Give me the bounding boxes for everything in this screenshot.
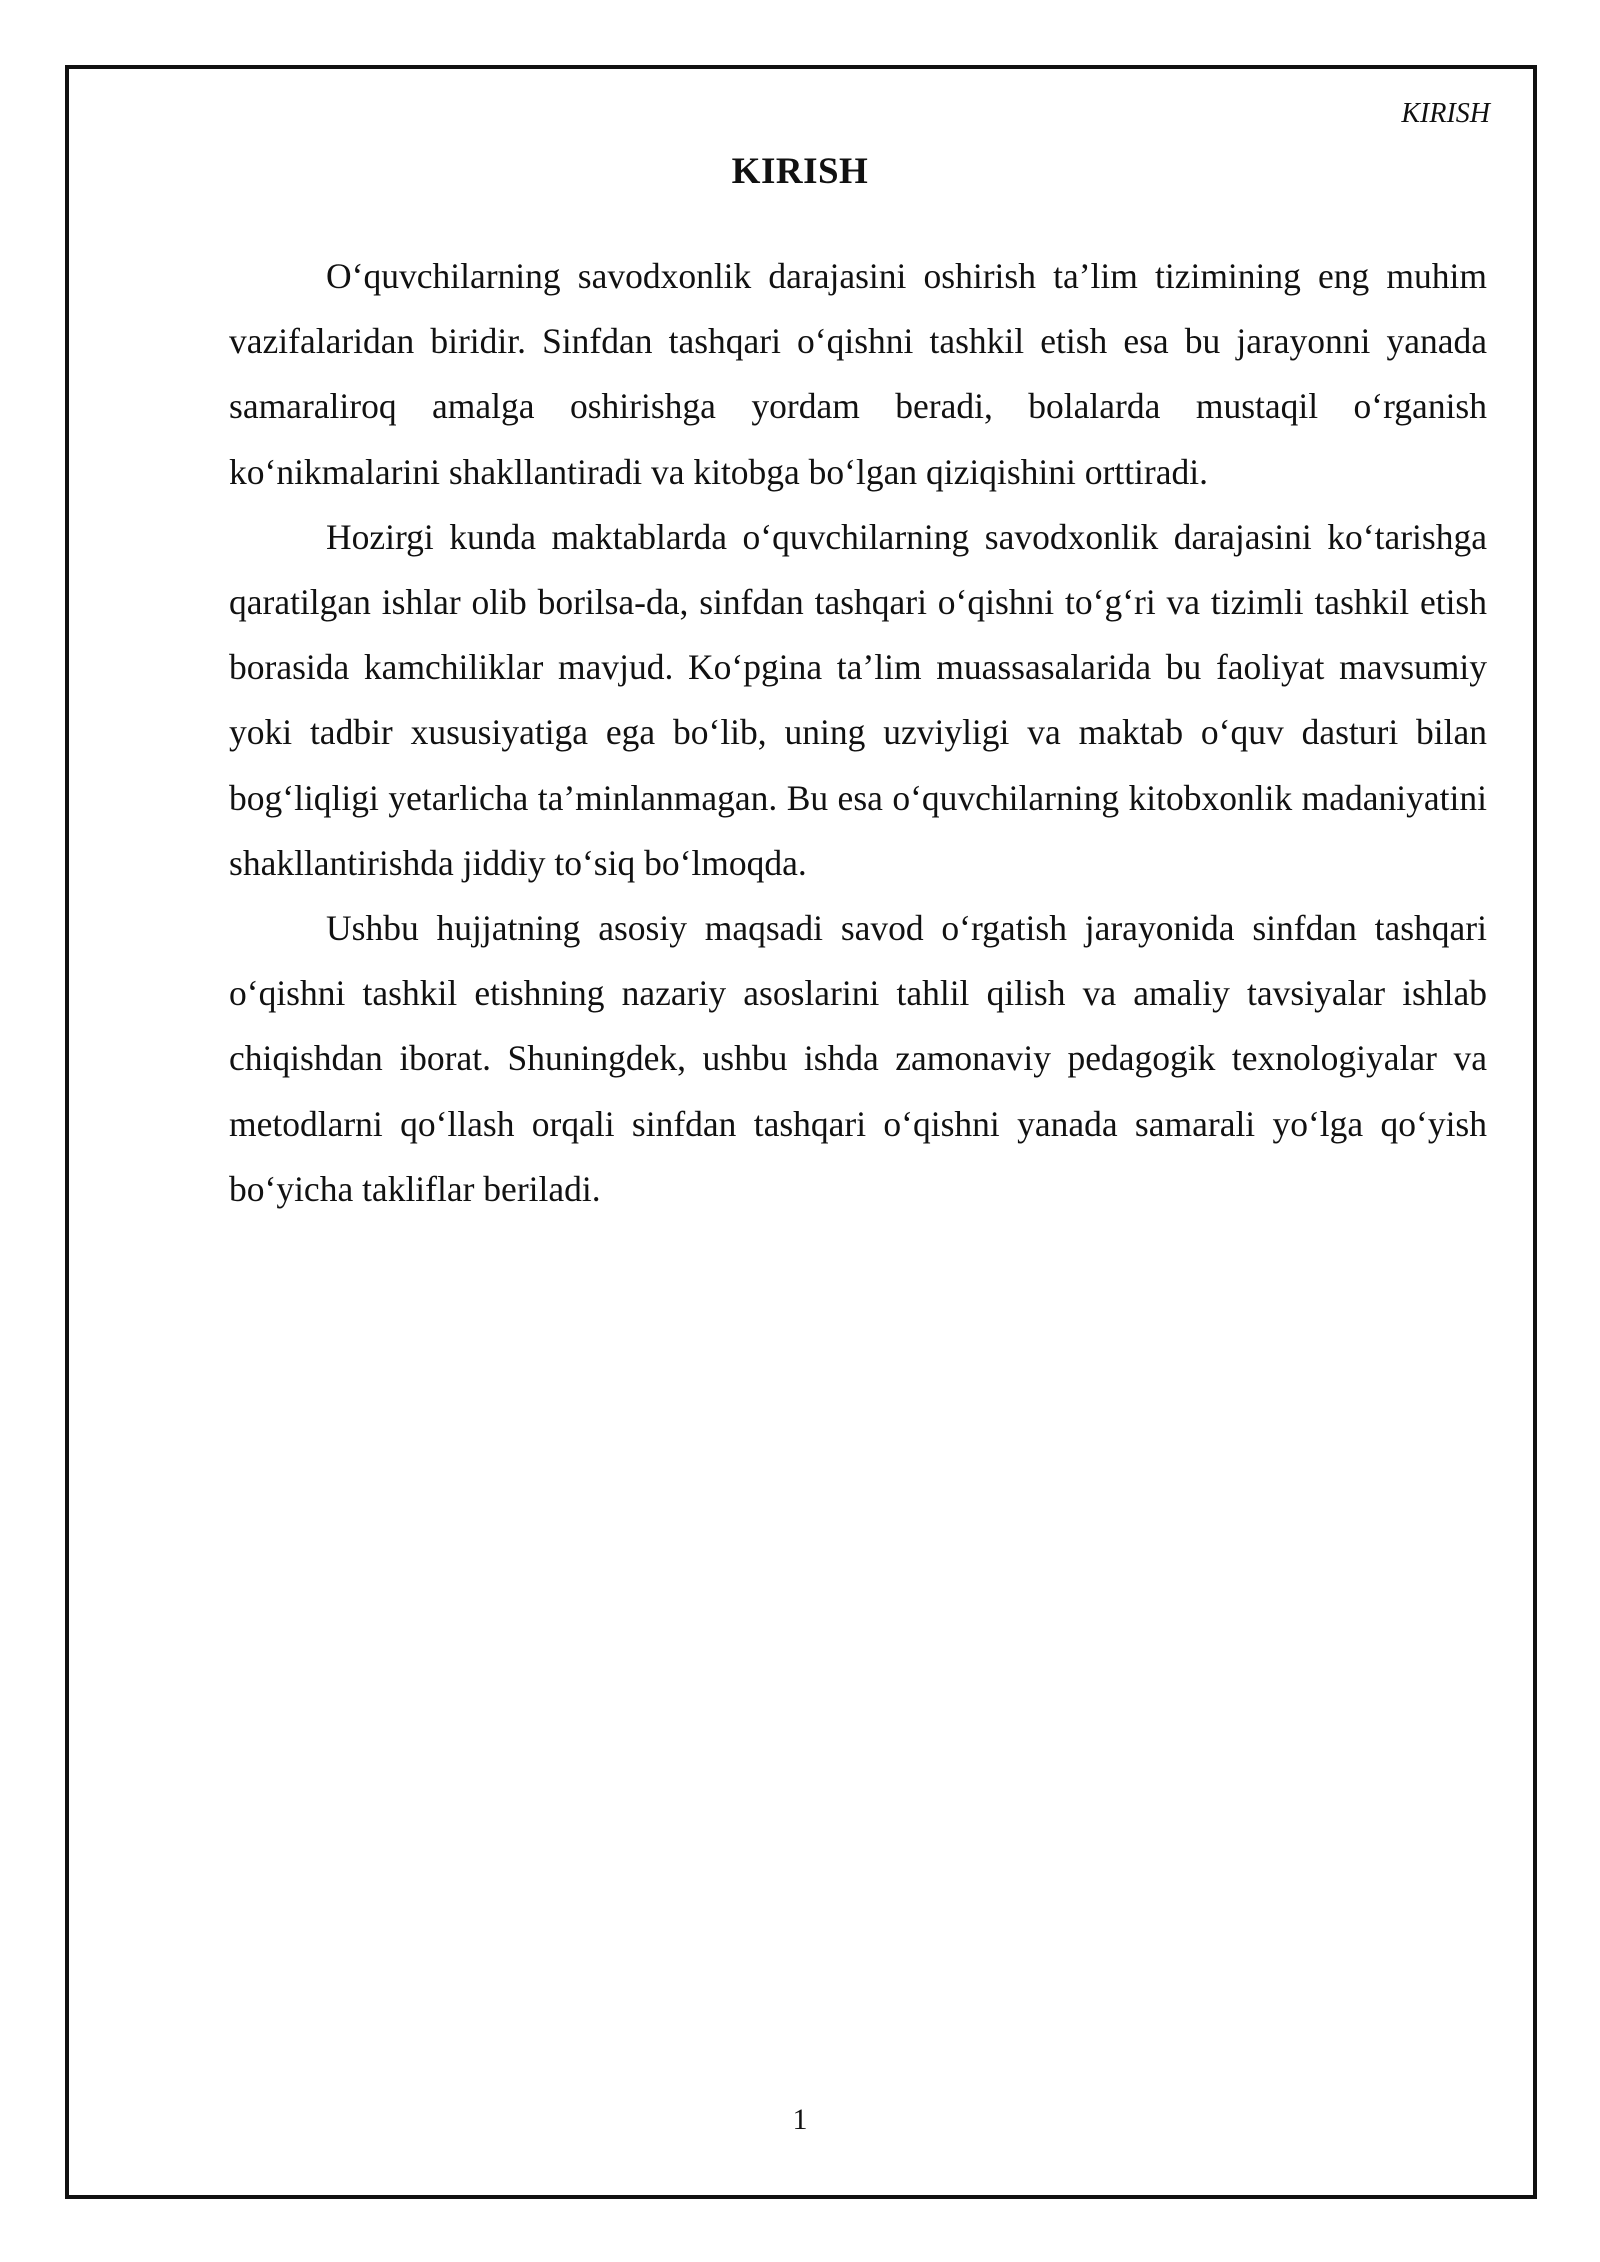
paragraph-3: Ushbu hujjatning asosiy maqsadi savod o‘rgatish jarayonida sinfdan tashqari o‘qishni tashkil etishning nazariy asoslarini tahlil qilish va amaliy tavsiyalar ishlab chiqishdan iborat. Shuningdek, ushbu ishda zamonaviy pedagogik texnologiyalar va metodlarni qo‘llash orqali sinfdan tashqari o‘qishni yanada samarali yo‘lga qo‘yish bo‘yicha takliflar beriladi. [229, 908, 1487, 1209]
running-header: KIRISH [1401, 98, 1490, 129]
paragraph-1: O‘quvchilarning savodxonlik darajasini oshirish ta’lim tizimining eng muhim vazifalaridan biridir. Sinfdan tashqari o‘qishni tashkil etish esa bu jarayonni yanada samaraliroq amalga oshirishga yordam beradi, bolalarda mustaqil o‘rganish ko‘nikmalarini shakllantiradi va kitobga bo‘lgan qiziqishini orttiradi. [229, 256, 1487, 492]
page-number: 1 [792, 2103, 808, 2136]
page-title: KIRISH [731, 151, 869, 192]
paragraph-2: Hozirgi kunda maktablarda o‘quvchilarning savodxonlik darajasini ko‘tarishga qaratilgan ishlar olib borilsa-da, sinfdan tashqari o‘qishni to‘g‘ri va tizimli tashkil etish borasida kamchiliklar mavjud. Ko‘pgina ta’lim muassasalarida bu faoliyat mavsumiy yoki tadbir xususiyatiga ega bo‘lib, uning uzviyligi va maktab o‘quv dasturi bilan bog‘liqligi yetarlicha ta’minlanmagan. Bu esa o‘quvchilarning kitobxonlik madaniyatini shakllantirishda jiddiy to‘siq bo‘lmoqda. [229, 516, 1487, 883]
body-text [229, 244, 1487, 1222]
